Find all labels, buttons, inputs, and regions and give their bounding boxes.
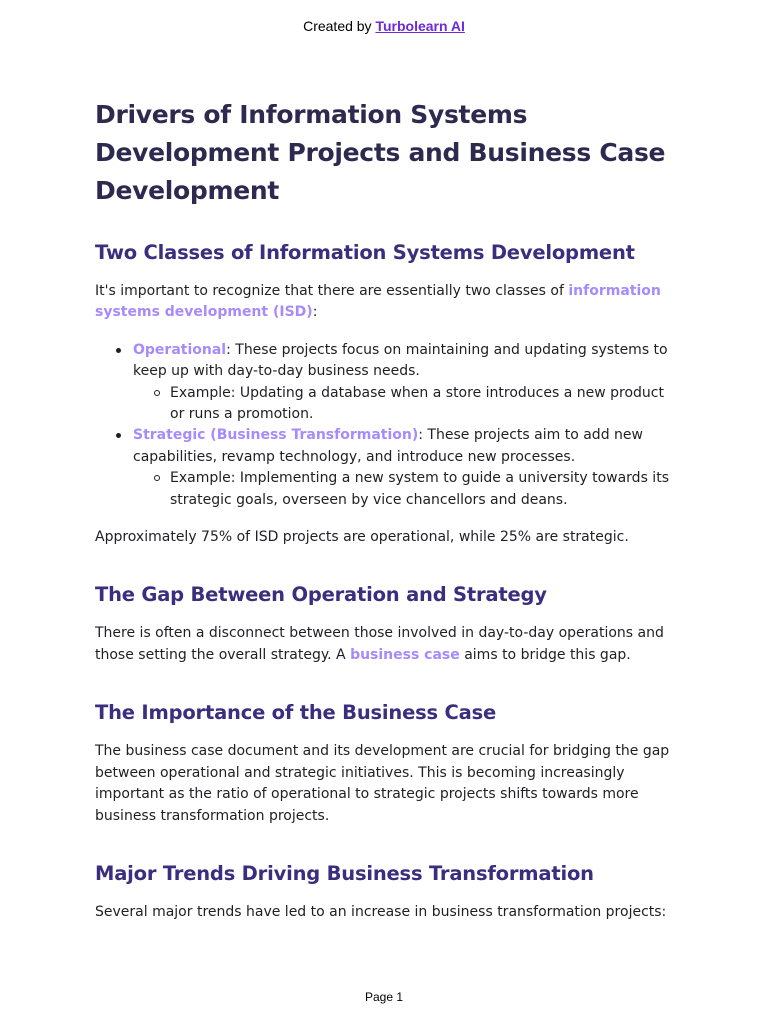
gap-paragraph [95, 623, 680, 666]
strategic-term-highlight: Strategic (Business Transformation) [133, 427, 419, 444]
stat-paragraph: Approximately 75% of ISD projects are operational, while 25% are strategic. [95, 529, 629, 546]
operational-description: : These projects focus on maintaining and updating systems to keep up with day-to-day business needs. [133, 341, 668, 380]
gap-text-end: aims to bridge this gap. [459, 646, 631, 663]
list-item-strategic [95, 425, 680, 511]
strategic-example: Example: Implementing a new system to guide a university towards its strategic goals, overseen by vice chancellors and deans. [133, 468, 680, 511]
intro-paragraph [95, 281, 680, 324]
business-case-highlight: business case [350, 646, 460, 663]
section-heading-gap: The Gap Between Operation and Strategy [95, 583, 547, 607]
strategic-sublist [133, 468, 680, 511]
intro-colon: : [312, 304, 318, 321]
trends-paragraph: Several major trends have led to an increase in business transformation projects: [95, 903, 667, 920]
operational-sublist [133, 383, 680, 426]
turbolearn-link[interactable]: Turbolearn AI [375, 18, 465, 34]
importance-paragraph: The business case document and its development are crucial for bridging the gap between operational and strategic initiatives. This is becoming increasingly important as the ratio of operational to strategic projects shifts towards more business transformation projects. [95, 743, 670, 824]
page-number: Page 1 [364, 990, 404, 1004]
intro-text: It's important to recognize that there are essentially two classes of [95, 283, 569, 299]
operational-example: Example: Updating a database when a store introduces a new product or runs a promotion. [133, 383, 680, 426]
document-title: Drivers of Information Systems Development Projects and Business Case Development [95, 100, 666, 205]
header-prefix: Created by [303, 18, 376, 34]
strategic-description: : These projects aim to add new capabilities, revamp technology, and introduce new processes. [133, 427, 643, 465]
gap-text: There is often a disconnect between those involved in day-to-day operations and those setting the overall strategy. A [95, 625, 664, 663]
section-heading-trends: Major Trends Driving Business Transformation [95, 861, 594, 885]
list-item-operational [95, 340, 680, 426]
isd-term-highlight: information systems development (ISD) [95, 283, 661, 321]
isd-classes-list [95, 340, 680, 511]
section-heading-two-classes: Two Classes of Information Systems Development [95, 241, 635, 264]
operational-term-highlight: Operational [133, 341, 227, 358]
page-header [0, 18, 768, 34]
section-heading-importance: The Importance of the Business Case [95, 701, 497, 725]
document-body [95, 96, 680, 923]
